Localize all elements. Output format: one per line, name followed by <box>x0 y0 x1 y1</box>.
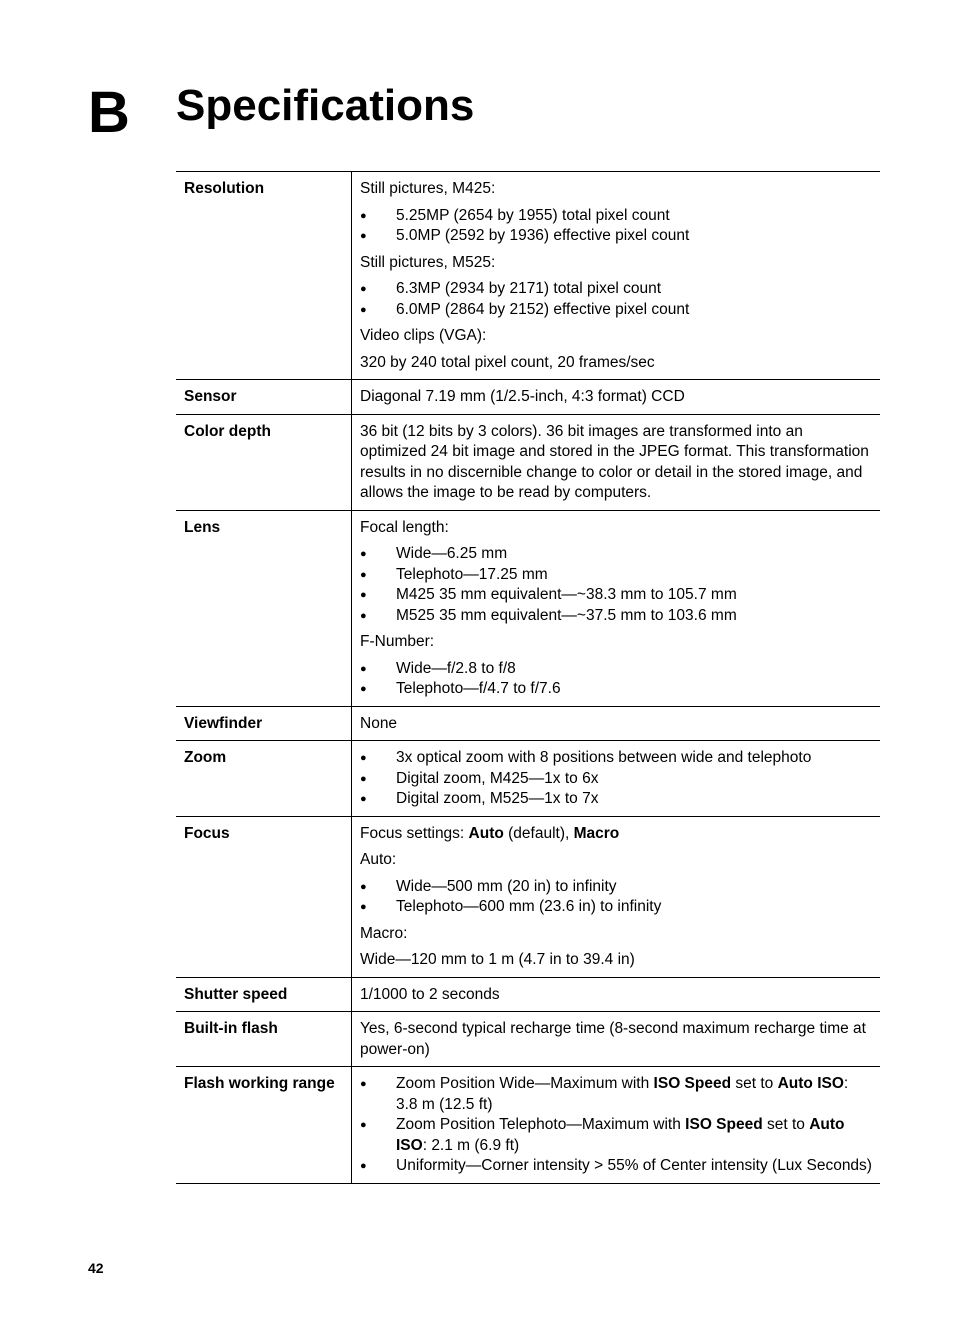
bullet-list <box>360 877 872 918</box>
paragraph: Video clips (VGA): <box>360 327 487 344</box>
row-label: Built-in flash <box>176 1012 352 1067</box>
list-item: ● Digital zoom, M525—1x to 7x <box>360 789 872 810</box>
text-run: : 2.1 m (6.9 ft) <box>422 1136 520 1154</box>
paragraph: Wide—120 mm to 1 m (4.7 in to 39.4 in) <box>360 951 635 968</box>
list-item: ● Wide—f/2.8 to f/8 <box>360 659 872 680</box>
paragraph <box>360 824 872 845</box>
row-value <box>352 816 881 977</box>
table-row-sensor <box>176 380 880 415</box>
text-run: set to <box>731 1075 778 1092</box>
list-item: ● Wide—6.25 mm <box>360 544 872 565</box>
table-row-lens <box>176 510 880 706</box>
row-label: Focus <box>176 816 352 977</box>
paragraph: Still pictures, M425: <box>360 180 496 197</box>
text-run: Zoom Position Telephoto—Maximum with <box>396 1116 686 1133</box>
row-value: 36 bit (12 bits by 3 colors). 36 bit images are transformed into an optimized 24 bit image and stored in the JPEG format. This transformation results in no discernible change to color or detail in the stored image, and allows the image to be read by computers. <box>352 414 881 510</box>
row-value: None <box>352 706 881 741</box>
list-item: ● Telephoto—f/4.7 to f/7.6 <box>360 679 872 700</box>
bullet-list <box>360 748 872 810</box>
table-row-viewfinder <box>176 706 880 741</box>
text-run: Zoom Position Wide—Maximum with <box>396 1075 654 1092</box>
table-row-built-in-flash <box>176 1012 880 1067</box>
row-value: Yes, 6-second typical recharge time (8-second maximum recharge time at power-on) <box>352 1012 881 1067</box>
table-row-color-depth <box>176 414 880 510</box>
list-item: ● 5.25MP (2654 by 1955) total pixel count <box>360 206 872 227</box>
page-title: Specifications <box>176 81 475 130</box>
row-value <box>352 172 881 380</box>
bold-text: Auto ISO <box>777 1075 844 1092</box>
table-row-zoom <box>176 741 880 817</box>
list-item <box>360 1074 872 1115</box>
table-row-focus <box>176 816 880 977</box>
bold-text: Macro <box>573 824 620 842</box>
row-label: Flash working range <box>176 1067 352 1184</box>
list-item: ● 6.3MP (2934 by 2171) total pixel count <box>360 279 872 300</box>
row-value <box>352 741 881 817</box>
text-run: Focus settings: <box>360 824 469 842</box>
list-item: ● Telephoto—600 mm (23.6 in) to infinity <box>360 897 872 918</box>
text-run: : 3.8 m (12.5 ft) <box>396 1075 849 1113</box>
paragraph: Still pictures, M525: <box>360 253 496 271</box>
list-item: ● M525 35 mm equivalent—~37.5 mm to 103.6 mm <box>360 606 872 627</box>
row-label: Resolution <box>176 172 352 380</box>
row-value <box>352 1067 881 1184</box>
bold-text: ISO Speed <box>685 1116 763 1133</box>
row-label: Sensor <box>176 380 352 415</box>
paragraph: F-Number: <box>360 633 435 650</box>
text-run: (default), <box>503 824 574 842</box>
table-row-resolution <box>176 172 880 380</box>
table-row-shutter-speed <box>176 977 880 1012</box>
list-item: ● Telephoto—17.25 mm <box>360 565 872 586</box>
bullet-list <box>360 206 872 247</box>
bullet-list <box>360 279 872 320</box>
list-item <box>360 1115 872 1156</box>
list-item: ● 3x optical zoom with 8 positions between wide and telephoto <box>360 748 872 769</box>
row-label: Lens <box>176 510 352 706</box>
row-value <box>352 510 881 706</box>
list-item: ● 5.0MP (2592 by 1936) effective pixel count <box>360 226 872 247</box>
text-run: set to <box>762 1116 810 1133</box>
list-item: ● Digital zoom, M425—1x to 6x <box>360 769 872 790</box>
paragraph: Focal length: <box>360 518 449 536</box>
paragraph: 320 by 240 total pixel count, 20 frames/sec <box>360 353 655 371</box>
row-label: Shutter speed <box>176 977 352 1012</box>
bold-text: ISO Speed <box>653 1075 732 1092</box>
chapter-letter: B <box>88 80 130 145</box>
list-item: ● 6.0MP (2864 by 2152) effective pixel count <box>360 300 872 321</box>
row-label: Zoom <box>176 741 352 817</box>
paragraph: Macro: <box>360 924 408 942</box>
specifications-table <box>176 171 880 1184</box>
list-item: ● M425 35 mm equivalent—~38.3 mm to 105.7 mm <box>360 585 872 606</box>
row-label: Color depth <box>176 414 352 510</box>
paragraph: Auto: <box>360 851 397 868</box>
bullet-list <box>360 659 872 700</box>
list-item: ● Uniformity—Corner intensity > 55% of Center intensity (Lux Seconds) <box>360 1156 872 1177</box>
row-value: 1/1000 to 2 seconds <box>352 977 881 1012</box>
bold-text: Auto ISO <box>396 1116 845 1154</box>
row-value: Diagonal 7.19 mm (1/2.5-inch, 4:3 format) CCD <box>352 380 881 415</box>
table-row-flash-working-range <box>176 1067 880 1184</box>
bullet-list <box>360 1074 872 1177</box>
bold-text: Auto <box>468 824 504 842</box>
page-number: 42 <box>88 1260 104 1276</box>
bullet-list <box>360 544 872 626</box>
list-item: ● Wide—500 mm (20 in) to infinity <box>360 877 872 898</box>
row-label: Viewfinder <box>176 706 352 741</box>
